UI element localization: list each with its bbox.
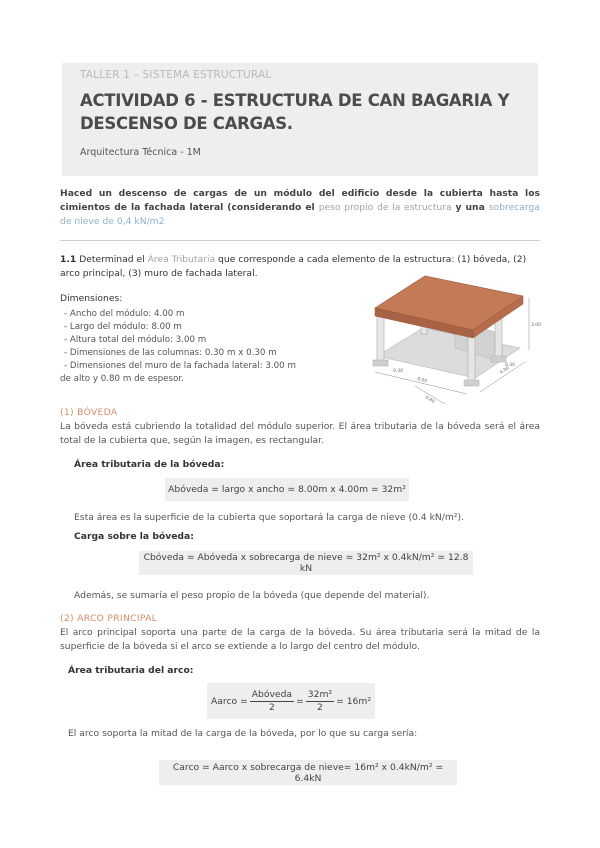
question-text: Determinad el: [76, 254, 148, 265]
structure-illustration: [355, 268, 540, 408]
dimension-item: - Ancho del módulo: 4.00 m: [64, 309, 185, 319]
dim-label: 4.00: [499, 366, 511, 376]
fraction: [306, 689, 334, 714]
dim-label: 0.30: [505, 363, 516, 368]
dim-label: 8.00: [416, 377, 428, 385]
fraction-numerator: Abóveda: [251, 688, 293, 700]
question-number: 1.1: [60, 254, 77, 265]
intro-text-2: y una: [451, 202, 489, 213]
boveda-area-title: Área tributaria de la bóveda:: [74, 459, 225, 470]
dim-line: [375, 372, 467, 394]
footing: [373, 360, 388, 366]
arco-text: El arco principal soporta una parte de la carga de la bóveda. Su área tributaria será la mitad de la superficie de la bóveda si el arco se extiende a lo largo del centro del módulo.: [60, 627, 540, 652]
formula-lhs: Aarco =: [210, 695, 248, 707]
fraction-numerator: 32m²: [307, 688, 333, 700]
divider: [60, 240, 540, 241]
arco-load-formula: Carco = Aarco x sobrecarga de nieve= 16m² x 0.4kN/m² = 6.4kN: [159, 760, 457, 785]
dimension-item: de alto y 0.80 m de espesor.: [60, 374, 184, 384]
dim-label: 0.30: [393, 369, 404, 374]
dimension-item: - Dimensiones del muro de la fachada lateral: 3.00 m: [64, 361, 296, 371]
footing: [491, 356, 506, 362]
course-label: TALLER 1 – SISTEMA ESTRUCTURAL: [80, 69, 272, 81]
question-text-2: que corresponde a cada elemento de la estructura: (1) bóveda, (2) arco principal, (3) muro de fachada lateral.: [60, 254, 527, 279]
boveda-load-note: Además, se sumaría el peso propio de la bóveda (que depende del material).: [74, 590, 430, 601]
formula-equals: =: [296, 695, 304, 707]
fraction: [250, 689, 294, 714]
intro-highlight-weight: peso propio de la estructura: [318, 202, 452, 213]
footing: [464, 380, 479, 386]
boveda-load-title: Carga sobre la bóveda:: [74, 531, 194, 542]
intro-highlight-snow: sobrecarga de nieve de 0,4 kN/m2: [60, 202, 540, 227]
boveda-text: La bóveda está cubriendo la totalidad del módulo superior. El área tributaria de la bóveda será el área total de la cubierta que, según la imagen, es rectangular.: [60, 421, 540, 446]
dimensions-title: Dimensiones:: [60, 293, 123, 304]
arco-note: El arco soporta la mitad de la carga de la bóveda, por lo que su carga sería:: [68, 728, 418, 739]
degree-label: Arquitectura Técnica - 1M: [80, 147, 201, 158]
dimension-item: - Altura total del módulo: 3.00 m: [64, 335, 207, 345]
dimensions-list: [60, 308, 324, 386]
section-heading-boveda: (1) BÓVEDA: [60, 407, 118, 418]
question-highlight: Área Tributaria: [147, 254, 216, 265]
boveda-load-formula: Cbóveda = Abóveda x sobrecarga de nieve = 32m² x 0.4kN/m² = 12.8 kN: [139, 551, 473, 575]
arco-area-formula: [207, 683, 375, 719]
fraction-denominator: 2: [268, 701, 275, 713]
intro-paragraph: [60, 187, 540, 229]
section-heading-arco: (2) ARCO PRINCIPAL: [60, 613, 158, 624]
arco-area-title: Área tributaria del arco:: [68, 665, 194, 676]
dim-label: 0.80: [424, 395, 436, 405]
column: [377, 312, 384, 362]
column: [468, 332, 475, 382]
fraction-denominator: 2: [316, 701, 323, 713]
header-box: [62, 63, 538, 176]
intro-text: Haced un descenso de cargas de un módulo del edificio desde la cubierta hasta los cimientos de la fachada lateral (considerando el: [60, 188, 540, 213]
boveda-area-note: Esta área es la superficie de la cubierta que soportará la carga de nieve (0.4 kN/m²).: [74, 512, 464, 523]
page-title: ACTIVIDAD 6 - ESTRUCTURA DE CAN BAGARIA Y DESCENSO DE CARGAS.: [80, 91, 510, 133]
dim-label: 3.00: [531, 323, 542, 328]
formula-rhs: = 16m²: [336, 695, 372, 707]
dimension-item: - Dimensiones de las columnas: 0.30 m x 0.30 m: [64, 348, 277, 358]
boveda-area-formula: Abóveda = largo x ancho = 8.00m x 4.00m = 32m²: [165, 478, 409, 501]
dimension-item: - Largo del módulo: 8.00 m: [64, 322, 182, 332]
